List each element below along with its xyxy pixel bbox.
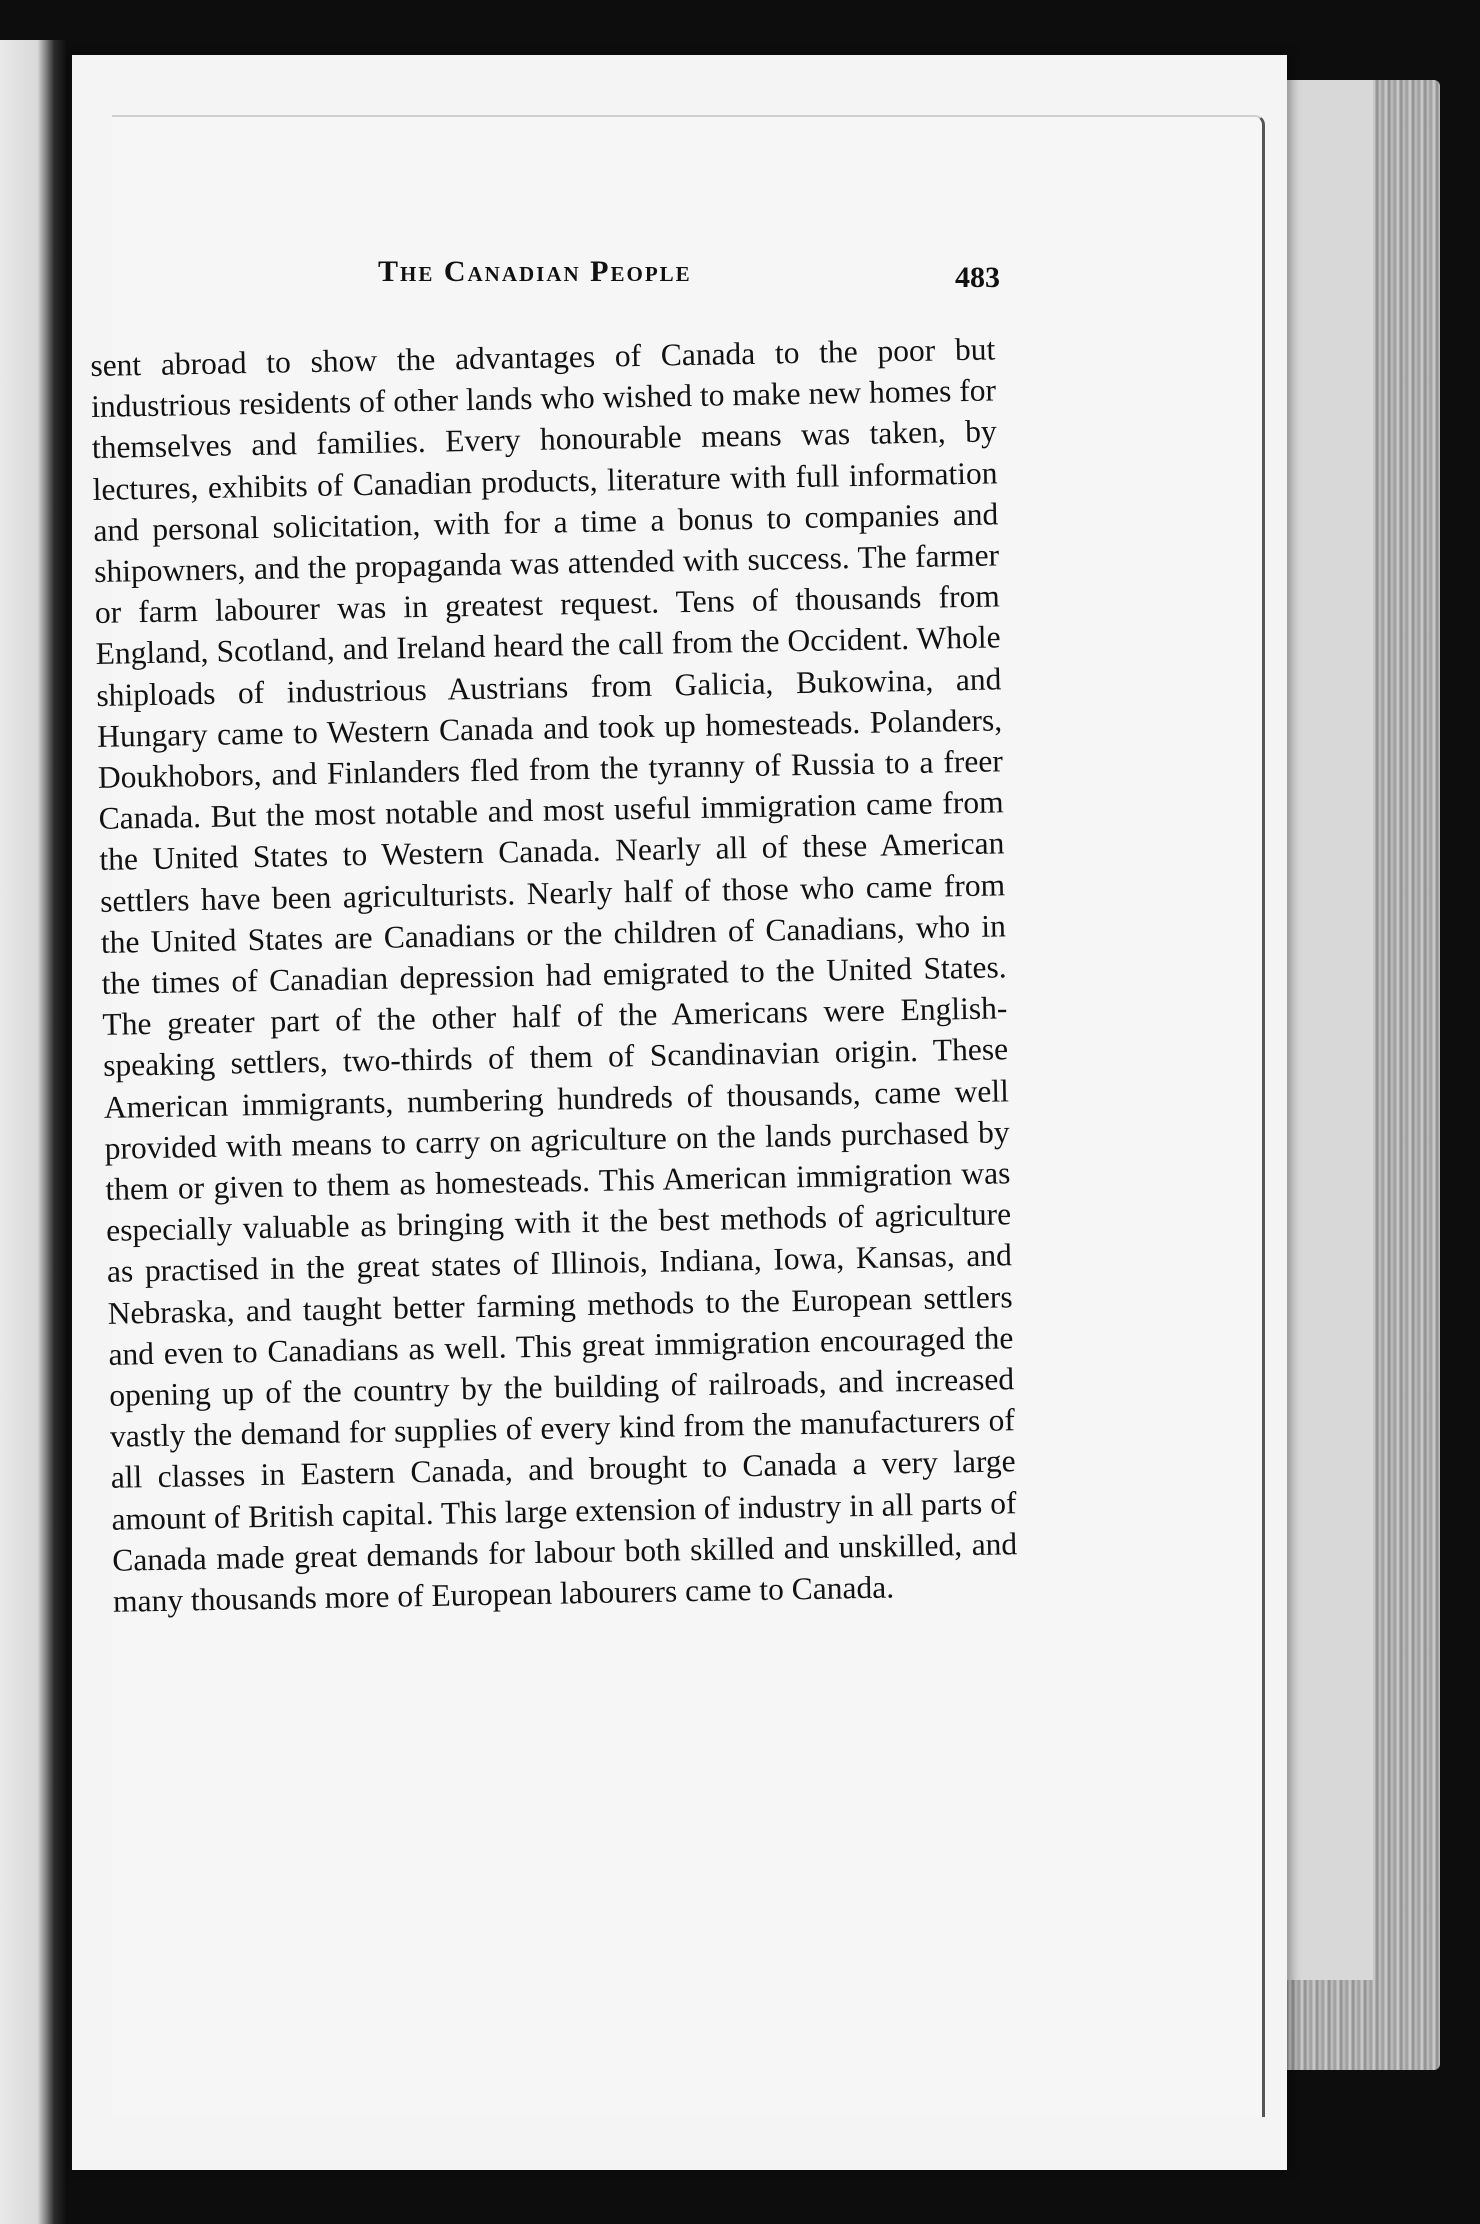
page-header [168,255,1028,305]
left-page-edge [0,40,68,2224]
running-head: The Canadian People [378,255,692,288]
page-number: 483 [955,261,1000,294]
body-paragraph: sent abroad to show the advantages of Canada to the poor but industrious residents of other lands who wished to make new homes for themselves and families. Every honourable means was taken, by lectures, exhibits of Canadian products, literature with full information and personal solicitation, with for a time a bonus to companies and shipowners, and the propaganda was attended with success. The farmer or farm labourer was in greatest request. Tens of thousands from England, Scotland, and Ireland heard the call from the Occident. Whole shiploads of industrious Austrians from Galicia, Bukowina, and Hungary came to Western Canada and took up homesteads. Polanders, Doukhobors, and Finlanders fled from the tyranny of Russia to a freer Canada. But the most notable and most useful immigration came from the United States to Western Canada. Nearly all of these American settlers have been agriculturists. Nearly half of those who came from the United States are Canadians or the children of Canadians, who in the times of Canadian depression had emigrated to the United States. The greater part of the other half of the Americans were English-speaking settlers, two-thirds of them of Scandinavian origin. These American immigrants, numbering hundreds of thousands, came well provided with means to carry on agriculture on the lands purchased by them or given to them as homesteads. This American immigration was especially valuable as bringing with it the best methods of agriculture as practised in the great states of Illinois, Indiana, Iowa, Kansas, and Nebraska, and taught better farming methods to the European settlers and even to Canadians as well. This great immigration encouraged the opening up of the country by the building of railroads, and increased vastly the demand for supplies of every kind from the manufacturers of all classes in Eastern Canada, and brought to Canada a very large amount of British capital. This large extension of industry in all parts of Canada made great demands for labour both skilled and unskilled, and many thousands more of European labourers came to Canada. [90,331,1018,1619]
